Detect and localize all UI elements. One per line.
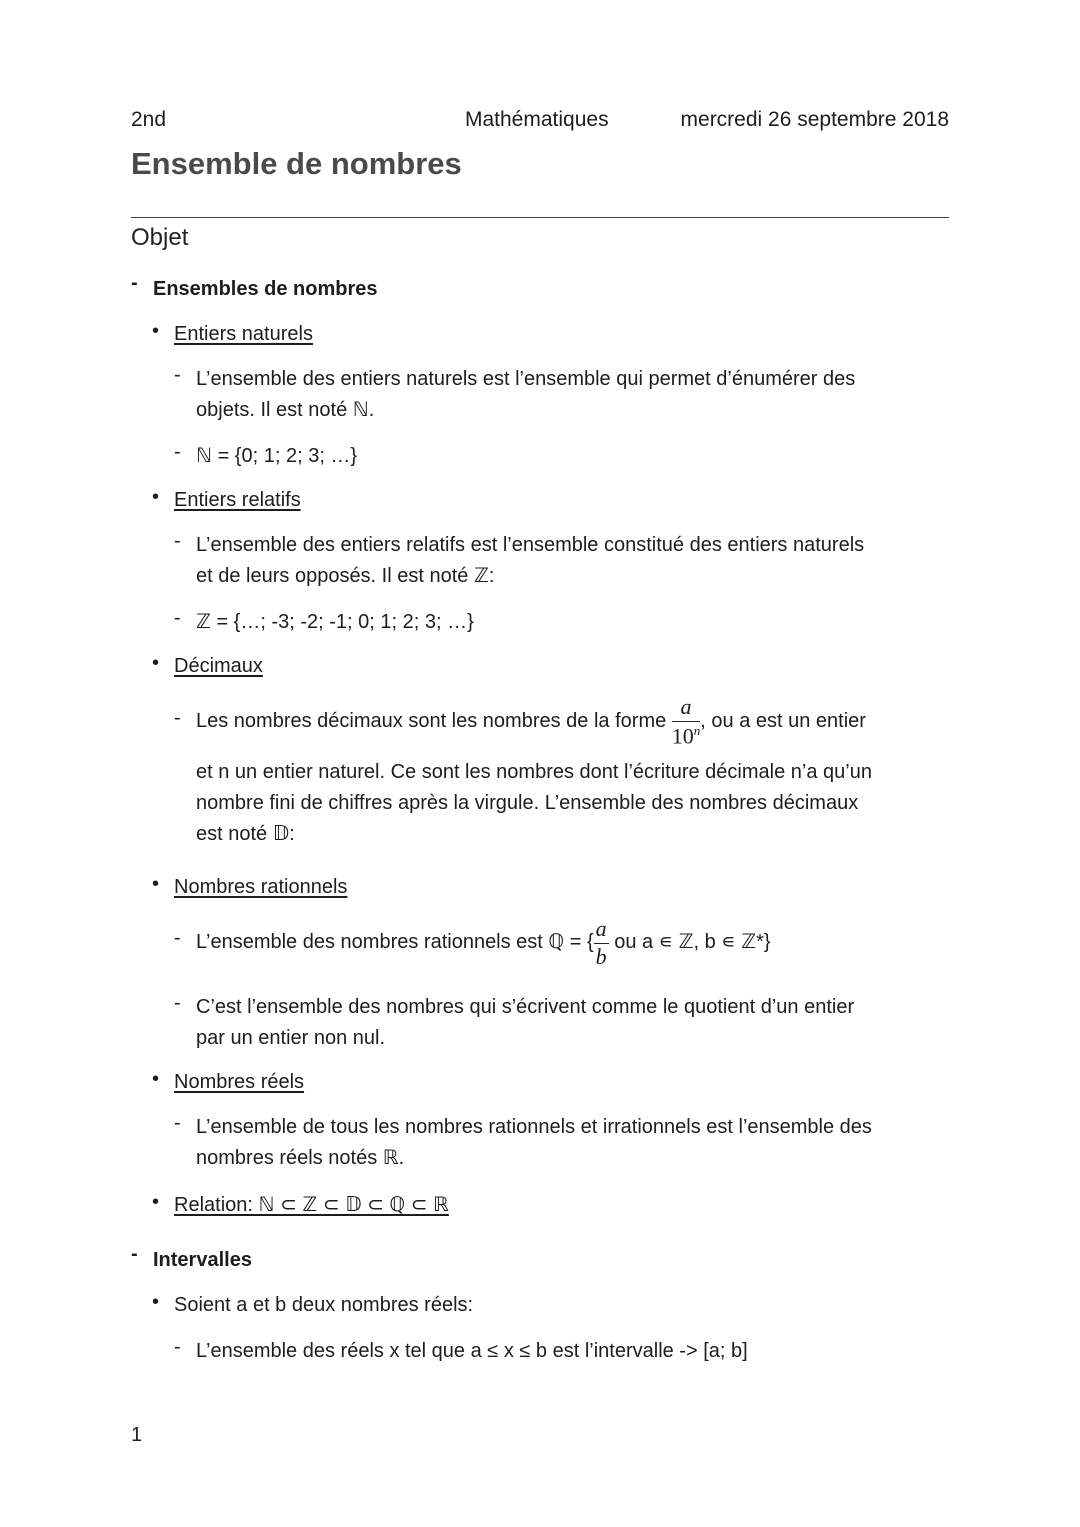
dash-marker: -	[174, 441, 181, 463]
text-line: et n un entier naturel. Ce sont les nombres dont l’écriture décimale n’a qu’un	[196, 761, 872, 783]
paragraph-decimaux	[196, 757, 956, 850]
paragraph-naturels	[196, 364, 956, 426]
text-line: nombre fini de chiffres après la virgule. L’ensemble des nombres décimaux	[196, 792, 859, 814]
subheading-decimaux: Décimaux	[174, 655, 263, 677]
fraction-numerator: a	[672, 696, 701, 722]
text-fragment: Les nombres décimaux sont les nombres de la forme	[196, 710, 667, 732]
text-line: L’ensemble de tous les nombres rationnels et irrationnels est l’ensemble des	[196, 1116, 872, 1138]
dash-marker: -	[174, 1336, 181, 1358]
set-relatifs: ℤ = {…; -3; -2; -1; 0; 1; 2; 3; …}	[196, 611, 474, 633]
subheading-naturels: Entiers naturels	[174, 323, 313, 345]
dash-marker: -	[174, 607, 181, 629]
text-line: par un entier non nul.	[196, 1027, 386, 1049]
bullet-icon: •	[152, 1191, 160, 1213]
bullet-icon: •	[152, 1291, 160, 1313]
dash-marker: -	[174, 992, 181, 1014]
paragraph-rationnels	[196, 992, 956, 1054]
text-line: C’est l’ensemble des nombres qui s’écrivent comme le quotient d’un entier	[196, 996, 855, 1018]
text-line: et de leurs opposés. Il est noté ℤ:	[196, 565, 495, 587]
text-line: L’ensemble des entiers naturels est l’ensemble qui permet d’énumérer des	[196, 368, 856, 390]
text-line: objets. Il est noté ℕ.	[196, 399, 375, 421]
text-line: L’ensemble des entiers relatifs est l’ensemble constitué des entiers naturels	[196, 534, 865, 556]
text-line: nombres réels notés ℝ.	[196, 1147, 405, 1169]
title-divider	[131, 217, 949, 218]
header-subject: Mathématiques	[465, 108, 609, 131]
dash-marker: -	[174, 364, 181, 386]
dash-marker: -	[174, 1112, 181, 1134]
set-naturels: ℕ = {0; 1; 2; 3; …}	[196, 445, 358, 467]
text-fragment: ou a ∊ ℤ, b ∊ ℤ*}	[608, 931, 771, 953]
bullet-icon: •	[152, 1068, 160, 1090]
fraction-a-over-b	[594, 915, 609, 969]
denominator-exponent: n	[693, 723, 701, 739]
page-number: 1	[131, 1424, 143, 1446]
denominator-base: 10	[671, 723, 694, 749]
fraction-a-over-10n	[672, 696, 701, 747]
bullet-icon: •	[152, 486, 160, 508]
dash-marker: -	[174, 707, 181, 729]
dash-marker: -	[131, 1243, 138, 1265]
fraction-denominator	[672, 722, 701, 747]
rationnels-formula-line	[196, 911, 956, 973]
bullet-icon: •	[152, 652, 160, 674]
intervalles-intro: Soient a et b deux nombres réels:	[174, 1294, 474, 1316]
paragraph-reels	[196, 1112, 956, 1174]
text-line: est noté 𝔻:	[196, 823, 295, 845]
subheading-relatifs: Entiers relatifs	[174, 489, 301, 511]
subheading-rationnels: Nombres rationnels	[174, 876, 348, 898]
bullet-icon: •	[152, 320, 160, 342]
page-header	[131, 108, 949, 136]
intervalle-closed: L’ensemble des réels x tel que a ≤ x ≤ b est l’intervalle -> [a; b]	[196, 1340, 748, 1362]
fraction-denominator: b	[595, 943, 607, 969]
relation-line: Relation: ℕ ⊂ ℤ ⊂ 𝔻 ⊂ ℚ ⊂ ℝ	[174, 1194, 449, 1216]
heading-ensembles: Ensembles de nombres	[153, 278, 378, 300]
paragraph-relatifs	[196, 530, 956, 592]
bullet-icon: •	[152, 873, 160, 895]
decimaux-formula-line	[196, 690, 956, 752]
text-fragment: , ou a est un entier	[700, 710, 866, 732]
subheading-reels: Nombres réels	[174, 1071, 305, 1093]
fraction-numerator: a	[594, 918, 609, 944]
header-date: mercredi 26 septembre 2018	[680, 108, 949, 131]
dash-marker: -	[131, 272, 138, 294]
dash-marker: -	[174, 530, 181, 552]
section-title: Objet	[131, 224, 189, 251]
header-class: 2nd	[131, 108, 167, 131]
dash-marker: -	[174, 927, 181, 949]
page-title: Ensemble de nombres	[131, 146, 462, 181]
heading-intervalles: Intervalles	[153, 1249, 252, 1271]
text-fragment: L’ensemble des nombres rationnels est ℚ = {	[196, 931, 594, 953]
